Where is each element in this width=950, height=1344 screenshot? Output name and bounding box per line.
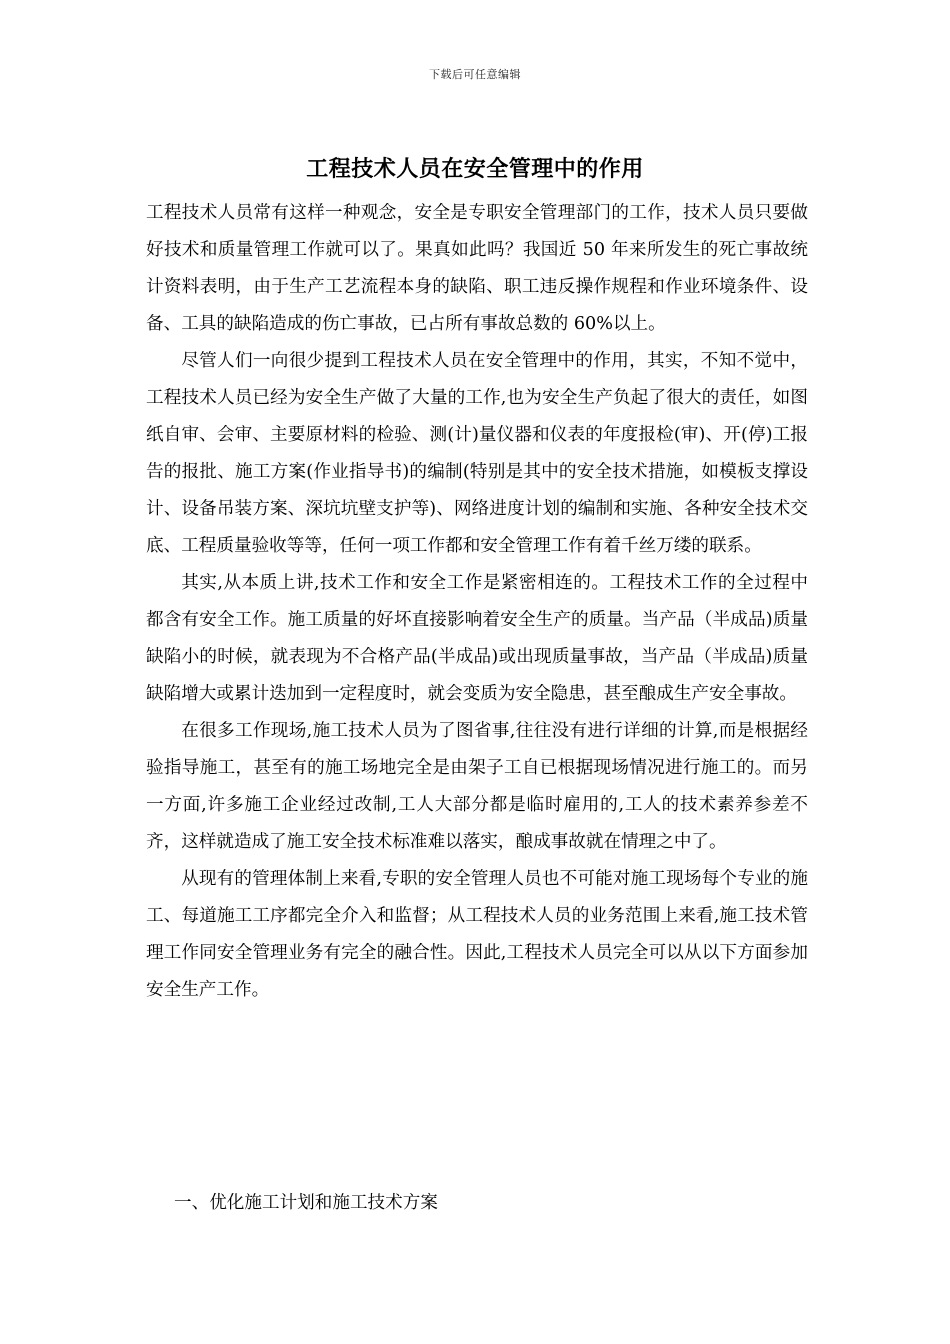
section-heading: 一、优化施工计划和施工技术方案 <box>174 1193 438 1213</box>
paragraph-5: 从现有的管理体制上来看,专职的安全管理人员也不可能对施工现场每个专业的施工、每道施工工序都完全介入和监督；从工程技术人员的业务范围上来看,施工技术管理工作同安全管理业务有完全的融合性。因此,工程技术人员完全可以从以下方面参加安全生产工作。 <box>146 869 808 1000</box>
document-title: 工程技术人员在安全管理中的作用 <box>306 156 644 182</box>
paragraph-4: 在很多工作现场,施工技术人员为了图省事,往往没有进行详细的计算,而是根据经验指导施工，甚至有的施工场地完全是由架子工自已根据现场情况进行施工的。而另一方面,许多施工企业经过改制,工人大部分都是临时雇用的,工人的技术素养参差不齐，这样就造成了施工安全技术标准难以落实，酿成事故就在情理之中了。 <box>146 721 808 852</box>
document-body <box>146 195 808 1009</box>
header-note: 下载后可任意编辑 <box>429 68 521 81</box>
paragraph-2: 尽管人们一向很少提到工程技术人员在安全管理中的作用，其实，不知不觉中，工程技术人员已经为安全生产做了大量的工作,也为安全生产负起了很大的责任，如图纸自审、会审、主要原材料的检验、测(计)量仪器和仪表的年度报检(审)、开(停)工报告的报批、施工方案(作业指导书)的编制(特别是其中的安全技术措施，如模板支撑设计、设备吊装方案、深坑坑壁支护等)、网络进度计划的编制和实施、各种安全技术交底、工程质量验收等等，任何一项工作都和安全管理工作有着千丝万缕的联系。 <box>146 351 808 556</box>
paragraph-3: 其实,从本质上讲,技术工作和安全工作是紧密相连的。工程技术工作的全过程中都含有安全工作。施工质量的好坏直接影响着安全生产的质量。当产品（半成品)质量缺陷小的时候，就表现为不合格产品(半成品)或出现质量事故，当产品（半成品)质量缺陷增大或累计迭加到一定程度时，就会变质为安全隐患，甚至酿成生产安全事故。 <box>146 573 808 704</box>
paragraph-1: 工程技术人员常有这样一种观念，安全是专职安全管理部门的工作，技术人员只要做好技术和质量管理工作就可以了。果真如此吗？我国近 50 年来所发生的死亡事故统计资料表明，由于生产工艺流程本身的缺陷、职工违反操作规程和作业环境条件、设备、工具的缺陷造成的伤亡事故，已占所有事故总数的 60%以上。 <box>146 203 808 334</box>
